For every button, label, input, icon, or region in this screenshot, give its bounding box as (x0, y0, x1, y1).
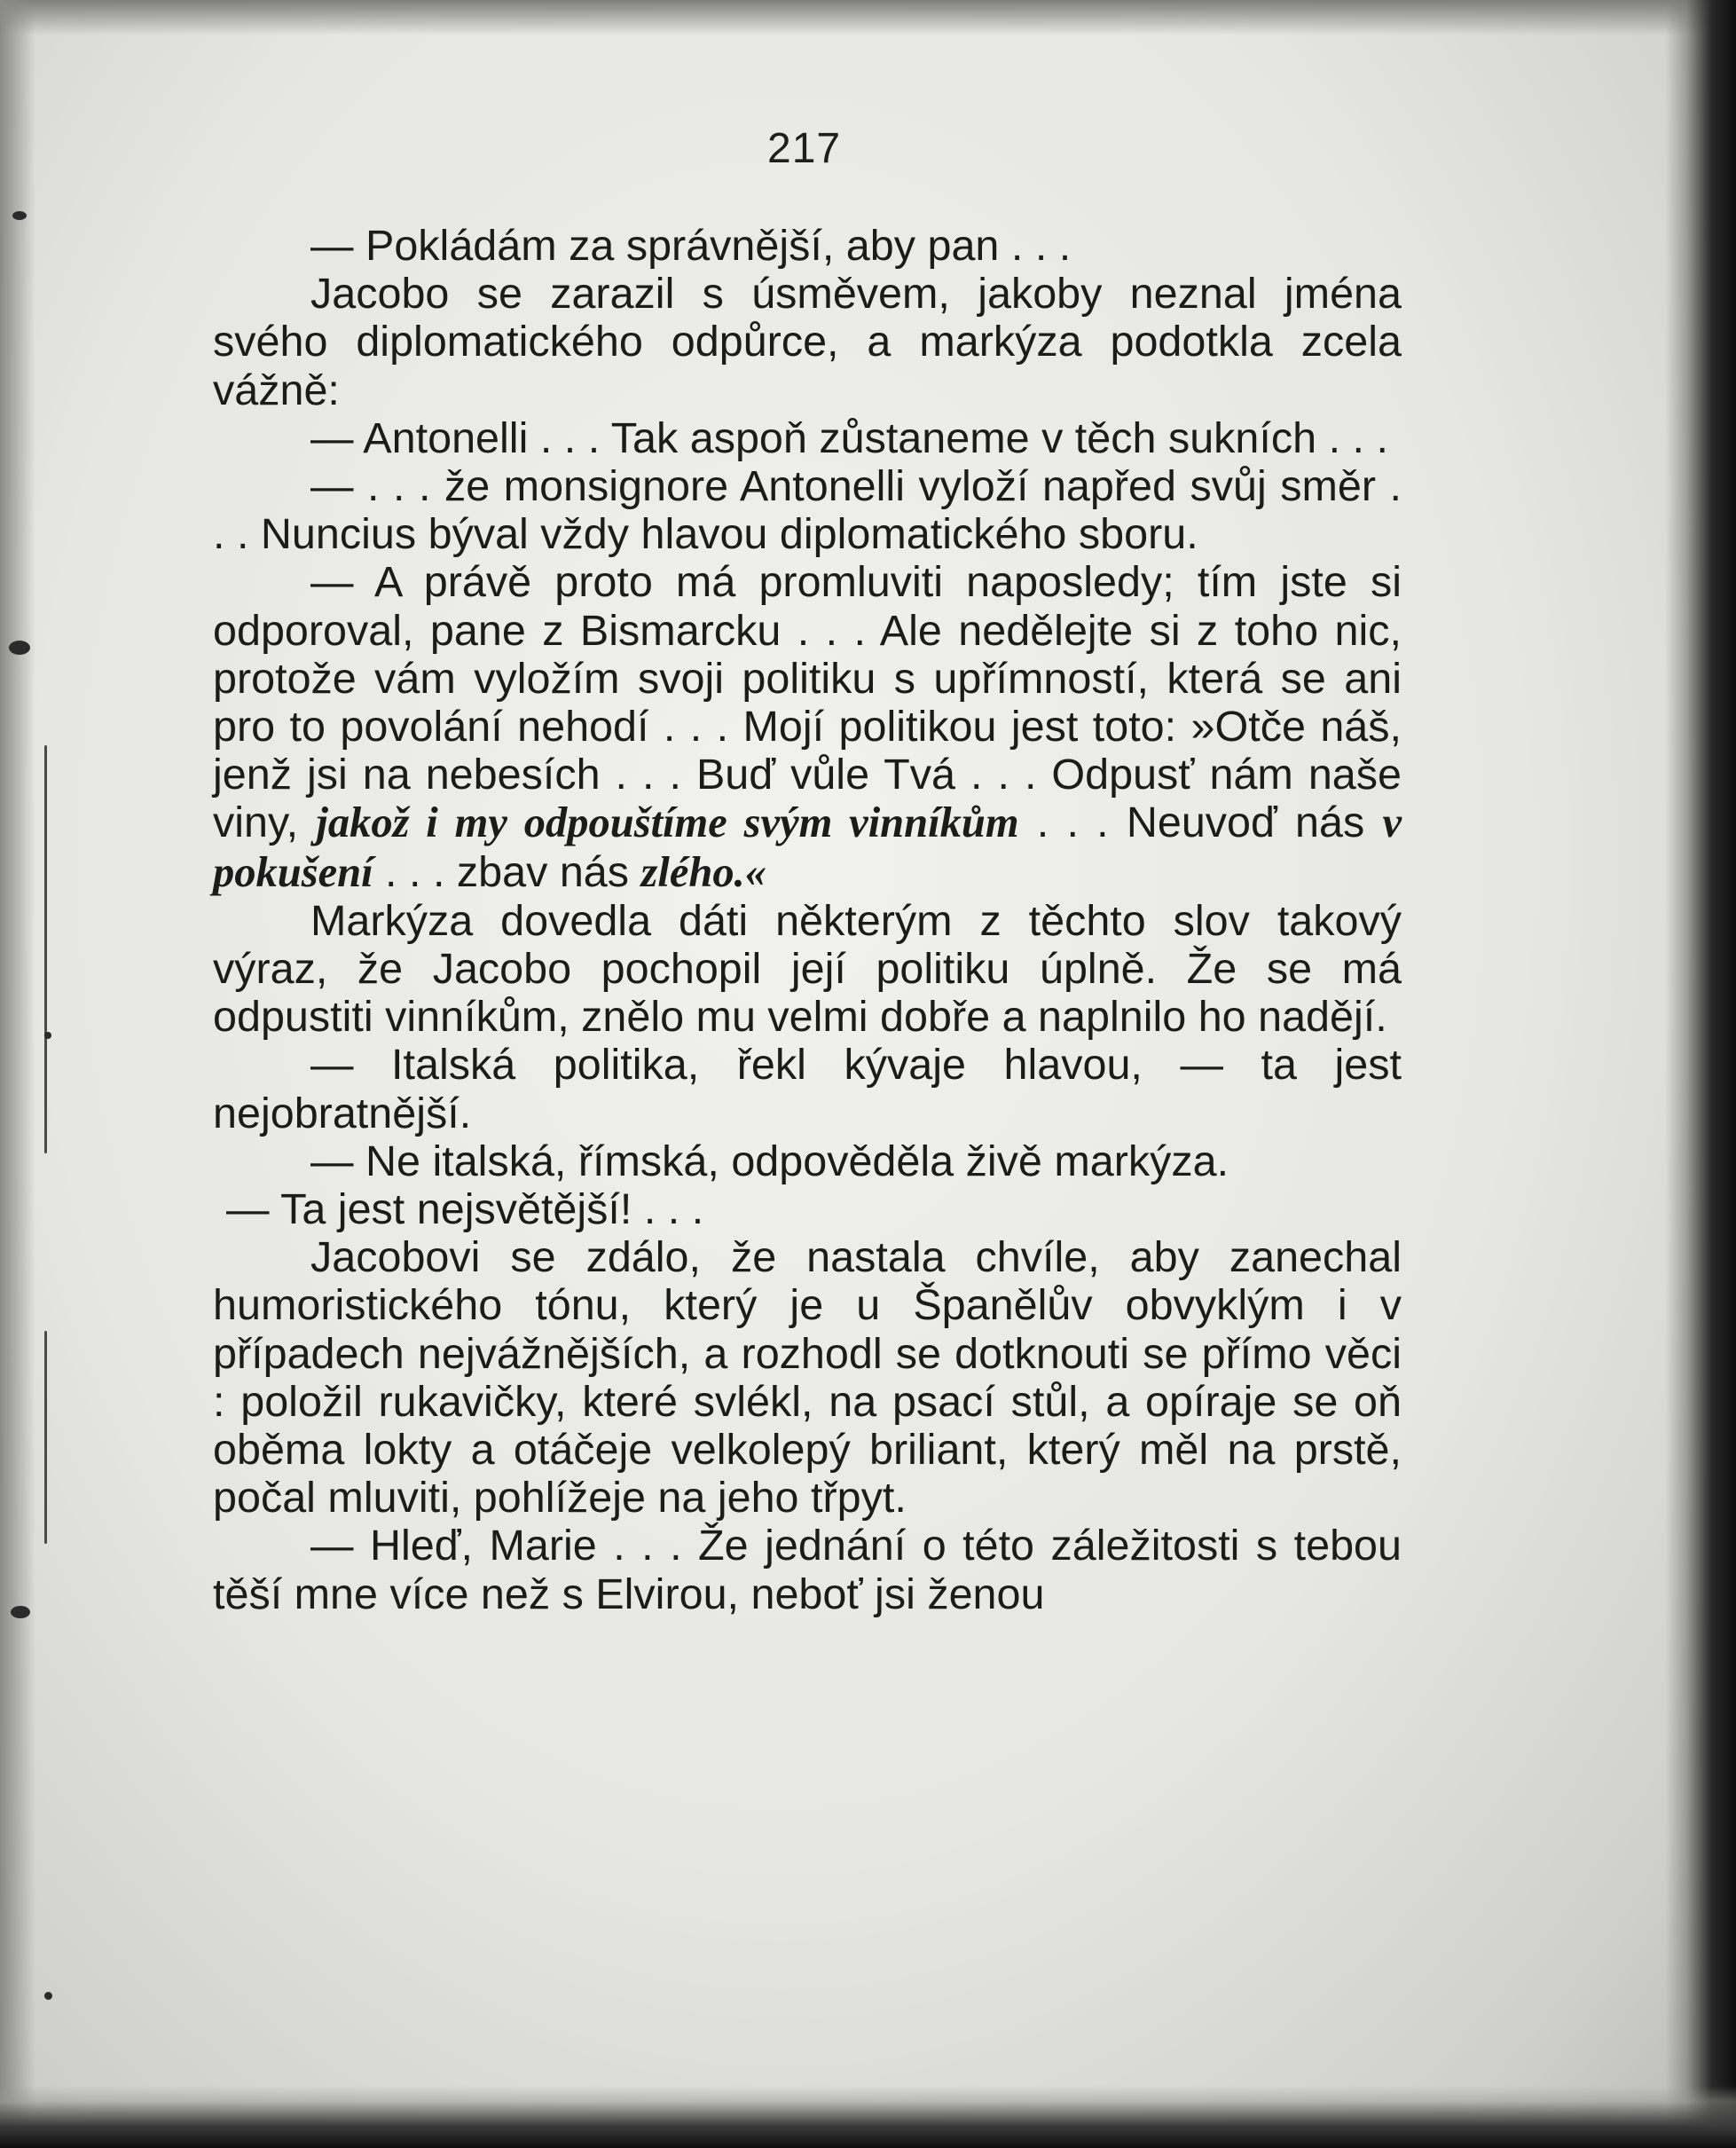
paragraph-text: . . . zbav nás (373, 847, 641, 896)
page-edge-bottom-shadow (0, 2086, 1736, 2148)
margin-speck (9, 641, 30, 655)
italic-phrase: v pokušení (213, 799, 1402, 896)
margin-speck (12, 211, 27, 220)
paragraph: — Pokládám za správnější, aby pan . . . (310, 222, 1072, 270)
body-text (213, 222, 1402, 1618)
italic-phrase: jakož i my odpouštíme svým vinníkům (316, 799, 1019, 847)
page-edge-right-shadow (1665, 0, 1736, 2148)
margin-mark-line (44, 745, 47, 1153)
paragraph: — Antonelli . . . Tak aspoň zůstaneme v těch sukních . . . (310, 413, 1388, 462)
page-number: 217 (767, 125, 842, 172)
paragraph: — . . . že monsignore Antonelli vyloží napřed svůj směr . . . Nuncius býval vždy hlavou diplomatického sboru. (213, 462, 1402, 559)
paragraph: — Italská politika, řekl kývaje hlavou, — ta jest nejobratnější. (213, 1041, 1402, 1137)
margin-speck (44, 1992, 52, 2000)
paragraph: — Ta jest nejsvětější! . . . (226, 1185, 704, 1234)
paragraph: — Hleď, Marie . . . Že jednání o této záležitosti s tebou těší mne více než s Elvirou, neboť jsi ženou (213, 1522, 1402, 1618)
paragraph (213, 558, 1402, 896)
margin-speck (44, 1032, 51, 1039)
paragraph: Jacobo se zarazil s úsměvem, jakoby neznal jména svého diplomatického odpůrce, a markýza podotkla zcela vážně: (213, 270, 1402, 414)
italic-phrase: zlého.« (640, 848, 766, 896)
paragraph-text: — A právě proto má promluviti naposledy; tím jste si odporoval, pane z Bismarcku . . . Ale nedělejte si z toho nic, protože vám vyložím svoji politiku s upřímností, která se ani pro to povolání nehodí . . . Mojí politikou jest toto: »Otče náš, jenž jsi na nebesích . . . Buď vůle Tvá . . . Odpusť nám naše viny, (213, 558, 1402, 847)
page-edge-left (0, 0, 35, 2148)
margin-mark-line (44, 1331, 47, 1544)
paragraph-text: . . . Neuvoď nás (1018, 799, 1383, 847)
margin-speck (11, 1606, 30, 1618)
paragraph: Jacobovi se zdálo, že nastala chvíle, aby zanechal humoristického tónu, který je u Španělův obvyklým i v případech nejvážnějších, a rozhodl se dotknouti se přímo věci : položil rukavičky, které svlékl, na psací stůl, a opíraje se oň oběma lokty a otáčeje velkolepý briliant, který měl na prstě, počal mluviti, pohlížeje na jeho třpyt. (213, 1233, 1402, 1522)
page-edge-top (0, 0, 1736, 35)
paragraph: — Ne italská, římská, odpověděla živě markýza. (310, 1137, 1229, 1185)
paragraph: Markýza dovedla dáti některým z těchto slov takový výraz, že Jacobo pochopil její politiku úplně. Že se má odpustiti vinníkům, znělo mu velmi dobře a naplnilo ho nadějí. (213, 896, 1402, 1042)
